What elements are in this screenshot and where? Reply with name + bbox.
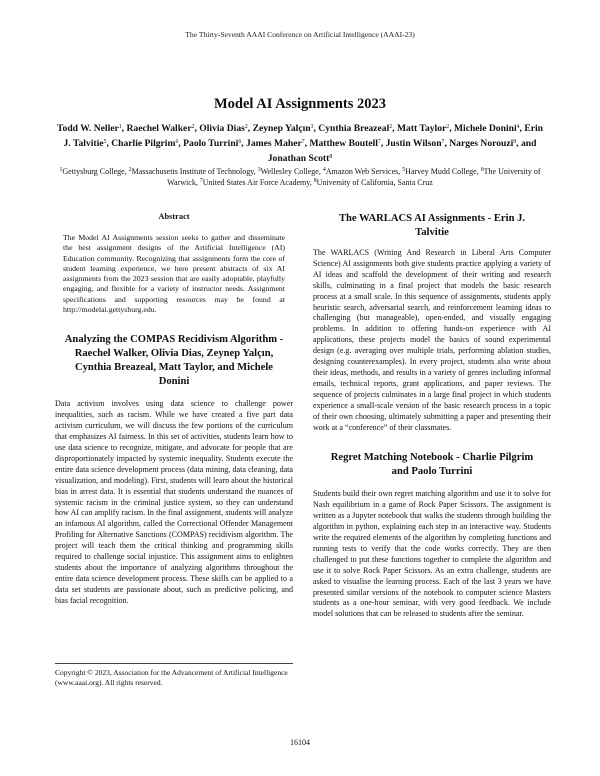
author-name: Charlie Pilgrim	[111, 138, 176, 149]
regret-section-text: Students build their own regret matching algorithm and use it to solve for Nash equilibrium in a game of Rock Paper Scissors. The assignment is written as a Jupyter notebook that walks the students through building the algorithm in python, explaining each step in an interactive way. Students write the required elements of the algorithm by completing functions and running tests to verify that the code works correctly. They are then challenged to put these functions together to complete the algorithm and use it to solve Rock Paper Scissors. As an extra challenge, students are asked to visualise the learning process. Each of the last 3 years we have presented similar versions of the notebook to computer science Masters students as a one-hour seminar, with very good feedback. We include model solutions that can be released to students after the seminar.	[313, 489, 551, 619]
author-name: Todd W. Neller	[57, 123, 119, 134]
warlacs-section-text: The WARLACS (Writing And Research in Liberal Arts Computer Science) AI assignments both give students practice applying a variety of AI ideas and scaffold the development of their writing and research skills, culminating in a final project that models the basic research process at a small scale. In this sequence of assignments, students apply heuristic search, adversarial search, and reinforcement learning ideas to challenging (but manageable), open-ended, and visually engaging problems. In addition to offering hands-on experience with AI applications, these projects model the basics of sound experimental design (e.g. averaging over multiple trials, performing ablation studies, designing counterexamples). In every project, students also write about their ideas, methods, and results in a variety of genres including informal emails, technical reports, grant applications, and paper reviews. The sequence of projects culminates in a large final project in which students experience a small-scale version of the basic research process in a topic of their own choosing, ultimately submitting a paper and presenting their work at a “conference” of their classmates.	[313, 248, 551, 432]
author-name: Cynthia Breazeal	[318, 123, 390, 134]
affiliation-mark: 7	[199, 177, 203, 184]
affiliation-name: University of California, Santa Cruz	[316, 177, 433, 187]
right-column	[313, 212, 551, 620]
author-name: Paolo Turrini	[183, 138, 239, 149]
author-name: Michele Donini	[453, 123, 517, 134]
affiliation-name: Gettysburg College	[62, 167, 125, 176]
page-number: 16104	[290, 738, 310, 747]
author-affiliation-mark: 7	[377, 139, 381, 145]
affiliation-name: Massachusetts Institute of Technology	[131, 167, 254, 176]
author-affiliation-mark: 2	[446, 124, 450, 130]
affiliation-name: The University of Warwick	[167, 167, 541, 187]
author-name: Matthew Boutell	[309, 138, 378, 149]
compas-section-text: Data activism involves using data science to challenge power inequalities, such as racism. While we have created a five part data activism curriculum, we will discuss the few portions of the curriculum that emphasizes AI fairness. In this set of activities, students learn how to use data science to recognize, mitigate, and advocate for people that are disproportionately impacted by systemic inequality. Students execute the entire data science development process (data mining, data cleaning, data visualization, and modeling). First, students will learn about the historical bias in arrest data. It is essential that students understand the nuances of systemic racism in the criminal justice system, so they can understand how AI can amplify racism. In the final assignment, students will analyze an infamous AI algorithm, called the Correctional Offender Management Profiling for Alternative Sanctions (COMPAS) recidivism algorithm. The project will teach them the critical thinking and programming skills required to challenge social injustice. This assignment aims to enlighten students about the importance of analyzing algorithms throughout the entire data science development process. These skills can be applied to a data set students are passionate about, such as predictive policing, and bias facial recognition.	[55, 399, 293, 605]
author-affiliation-mark: 5	[103, 139, 107, 145]
affiliation-mark: 4	[322, 167, 326, 173]
author-list: Todd W. Neller$^1$, Raechel Walker$^2$, Olivia Dias$^2$, Zeynep Yalçın$^3$, Cynthia Breazeal$^2$, Matt Taylor$^2$, Michele Donini$^4$, Erin J. Talvitie$^5$, Charlie Pilgrim$^6$, Paolo Turrini$^6$, James Maher$^7$, Matthew Boutell$^7$, Justin Wilson$^7$, Narges Norouzi$^8$, and Jonathan Scott$^8$	[57, 123, 543, 164]
affiliation-name: Wellesley College	[260, 167, 319, 176]
author-affiliation-mark: 8	[329, 154, 333, 160]
regret-section-heading: Regret Matching Notebook - Charlie Pilgrim and Paolo Turrini	[330, 452, 534, 478]
author-affiliation-mark: 4	[516, 124, 520, 130]
left-column	[55, 212, 293, 607]
affiliation-mark: 6	[480, 167, 484, 173]
author-affiliation-mark: 3	[310, 124, 314, 130]
abstract-heading: Abstract	[158, 212, 190, 221]
affiliation-mark: 2	[128, 167, 132, 173]
author-affiliation-mark: 2	[389, 124, 393, 130]
author-affiliation-mark: 1	[118, 124, 122, 130]
affiliation-name: United States Air Force Academy	[202, 177, 310, 187]
author-name: Justin Wilson	[385, 138, 442, 149]
affiliation-mark: 5	[402, 167, 406, 173]
author-affiliation-mark: 6	[238, 139, 242, 145]
author-name: Zeynep Yalçın	[252, 123, 311, 134]
affiliation-mark: 8	[313, 177, 317, 184]
abstract-text: The Model AI Assignments session seeks to gather and disseminate the best assignment designs of the Artificial Intelligence (AI) Education community. Recognizing that assignments form the core of student learning experience, we here present abstracts of six AI assignments from the 2023 session that are easily adoptable, playfully engaging, and flexible for a variety of instructor needs. Assignment specifications and supporting resources may be found at http://modelai.gettysburg.edu.	[63, 233, 285, 315]
affiliation-name: Harvey Mudd College	[405, 167, 477, 176]
author-affiliation-mark: 7	[441, 139, 445, 145]
copyright-notice: Copyright © 2023, Association for the Advancement of Artificial Intelligence (www.aaai.org). All rights reserved.	[55, 663, 293, 688]
affiliation-name: Amazon Web Services	[325, 167, 399, 176]
author-name: Raechel Walker	[126, 123, 192, 134]
affiliation-mark: 1	[59, 167, 63, 173]
author-affiliation-mark: 2	[244, 124, 248, 130]
author-affiliation-mark: 6	[175, 139, 179, 145]
author-name: Narges Norouzi	[449, 138, 514, 149]
paper-title: Model AI Assignments 2023	[213, 96, 386, 112]
author-name: Matt Taylor	[396, 123, 447, 134]
compas-section-heading: Analyzing the COMPAS Recidivism Algorithm - Raechel Walker, Olivia Dias, Zeynep Yalçın, Cynthia Breazeal, Matt Taylor, and Michele Donini	[64, 334, 284, 388]
author-name: Olivia Dias	[199, 123, 245, 134]
author-affiliation-mark: 2	[191, 124, 195, 130]
affiliation-list: $^1$Gettysburg College, $^2$Massachusetts Institute of Technology, $^3$Wellesley College, $^4$Amazon Web Services, $^5$Harvey Mudd College, $^6$The University of Warwick, $^7$United States Air Force Academy, $^8$University of California, Santa Cruz	[59, 167, 541, 187]
author-name: Jonathan Scott	[267, 153, 330, 164]
warlacs-section-heading: The WARLACS AI Assignments - Erin J. Talvitie	[338, 213, 526, 238]
author-name: Erin J. Talvitie	[63, 123, 543, 149]
conference-header: The Thirty-Seventh AAAI Conference on Artificial Intelligence (AAAI-23)	[185, 30, 415, 39]
affiliation-mark: 3	[257, 167, 261, 173]
author-affiliation-mark: 7	[301, 139, 305, 145]
author-affiliation-mark: 8	[513, 139, 517, 145]
author-name: James Maher	[246, 138, 302, 149]
